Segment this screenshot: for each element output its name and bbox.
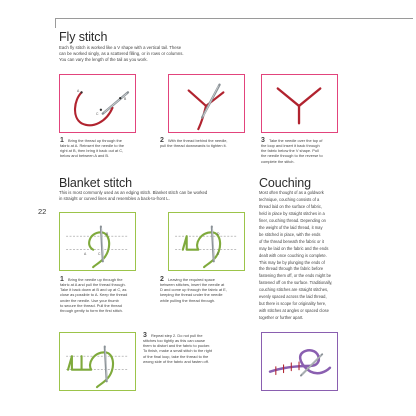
thread-icon	[189, 90, 224, 105]
blanket-step-2-caption: Leaving the required space between stitches, insert the needle at D and come up through the fabric at E, keeping the thread under the needle while pulling the thread through.	[160, 276, 227, 303]
point-label-d: D	[217, 232, 220, 236]
fly-step-3-number: 3	[261, 137, 265, 144]
laid-thread-icon	[270, 350, 330, 373]
blanket-stitch-intro: This is most commonly used as an edging stitch. Blanket stitch can be worked in straight or curved lines and resembles a back-to-front L.	[59, 190, 208, 201]
point-label-e: E	[217, 252, 220, 256]
blanket-step-1-illustration	[59, 212, 136, 271]
fly-stitch-title: Fly stitch	[59, 30, 108, 44]
couching-illustration	[261, 332, 338, 391]
fly-step-2-number: 2	[160, 137, 164, 144]
fly-step-2-caption: With the thread behind the needle, pull the thread downwards to tighten it.	[160, 137, 228, 148]
fly-step-1-caption: Bring the thread up through the fabric at A. Reinsert the needle to the right at B, then bring it back out at C, below and between A and B.	[60, 137, 125, 159]
couching-title: Couching	[259, 176, 312, 190]
blanket-step-3-caption: Repeat step 2. Do not pull the stitches too tightly as this can cause them to distort and the fabric to pucker. To finish, make a small stitch to the right of the final loop, take the thread to the wrong side of the fabric and fasten off.	[143, 332, 212, 364]
blanket-step-3-illustration	[59, 332, 136, 391]
fly-step-3-illustration	[261, 74, 338, 133]
blanket-stitch-title: Blanket stitch	[59, 176, 132, 190]
top-rule	[55, 18, 413, 19]
blanket-step-3-number: 3	[143, 332, 147, 339]
fly-step-3-caption: Take the needle over the top of the loop and insert it back through the fabric below the V shape. Pull the needle through to the reverse to complete the stitch.	[261, 137, 323, 164]
thread-icon	[278, 89, 321, 106]
fly-step-2-illustration	[168, 74, 245, 133]
blanket-step-2-number: 2	[160, 276, 164, 283]
fly-step-1-number: 1	[60, 137, 64, 144]
fly-stitch-intro: Each fly stitch is worked like a V shape with a vertical tail. These can be worked singly, as a scattered filling, or in rows or columns. You can vary the length of the tail as you work.	[59, 45, 184, 62]
page-number: 22	[38, 207, 47, 216]
blanket-step-2-illustration	[168, 212, 245, 271]
point-label-a: A	[77, 89, 80, 93]
point-label-b: B	[106, 232, 109, 236]
blanket-step-1-caption: Bring the needle up through the fabric at A and pull the thread through. Take it back down at B and up at C, as close as possible to A. Keep the thread under the needle. Use your thumb to secure the thread. Pull the thread through gently to form the first stitch.	[60, 276, 128, 314]
point-label-c: C	[98, 252, 101, 256]
point-label-b: B	[124, 97, 127, 101]
point-label-c: C	[96, 112, 99, 116]
top-rule-cap	[55, 18, 56, 28]
blanket-step-1-number: 1	[60, 276, 64, 283]
couching-text: Most often thought of as a goldwork technique, couching consists of a thread laid on the surface of fabric, held in place by straight stitches in a finer, couching thread. Depending on the weight of the laid thread, it may be stitched in place, with the ends of the thread beneath the fabric or it may be laid on the fabric and the ends dealt with once couching is complete. This may be by plunging the ends of the thread through the fabric before fastening them off, or the ends might be fastened off on the surface. Traditionally, couching stitches are straight stitches, evenly spaced across the laid thread, but there is scope for originality here, with stitches at angles or spaced close together or further apart.	[259, 190, 333, 321]
fly-step-1-illustration	[59, 74, 136, 133]
point-label-a: A	[84, 252, 87, 256]
